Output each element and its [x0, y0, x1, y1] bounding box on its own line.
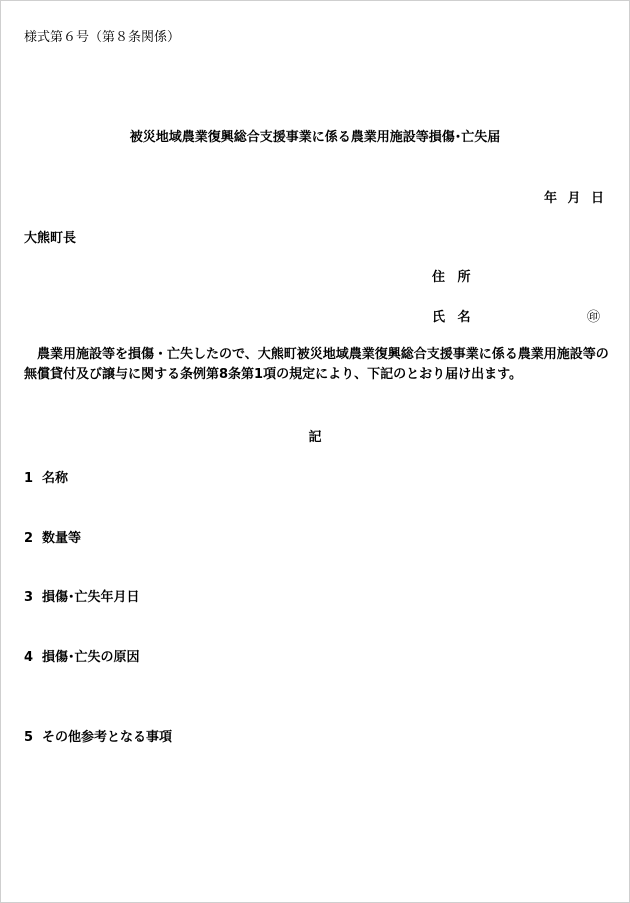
body-paragraph: 農業用施設等を損傷・亡失したので、大熊町被災地域農業復興総合支援事業に係る農業用施設等の無償貸付及び譲与に関する条例第8条第1項の規定により、下記のとおり届け出ます。: [24, 347, 609, 382]
item-label: その他参考となる事項: [42, 730, 173, 745]
item-name: [24, 467, 68, 486]
date-line: 年 月 日: [543, 191, 604, 206]
item-label: 数量等: [42, 531, 82, 546]
item-number: 5: [24, 730, 34, 745]
name-label: 氏 名: [432, 310, 475, 325]
item-damage-cause: [24, 646, 140, 665]
item-number: 2: [24, 531, 34, 546]
item-number: 3: [24, 590, 34, 605]
body-text: [24, 345, 614, 385]
seal-icon: ㊞: [587, 310, 601, 325]
item-damage-date: [24, 586, 140, 605]
addressee: 大熊町長: [24, 231, 77, 246]
address-label: 住 所: [432, 270, 475, 285]
item-label: 名称: [42, 471, 69, 486]
item-label: 損傷･亡失年月日: [42, 590, 140, 605]
item-number: 4: [24, 650, 34, 665]
document-title: 被災地域農業復興総合支援事業に係る農業用施設等損傷･亡失届: [129, 130, 501, 145]
item-other: [24, 726, 172, 745]
item-number: 1: [24, 471, 34, 486]
item-quantity: [24, 527, 81, 546]
form-number: 様式第６号（第８条関係）: [24, 30, 181, 45]
ki-heading: 記: [308, 430, 322, 445]
item-label: 損傷･亡失の原因: [42, 650, 140, 665]
